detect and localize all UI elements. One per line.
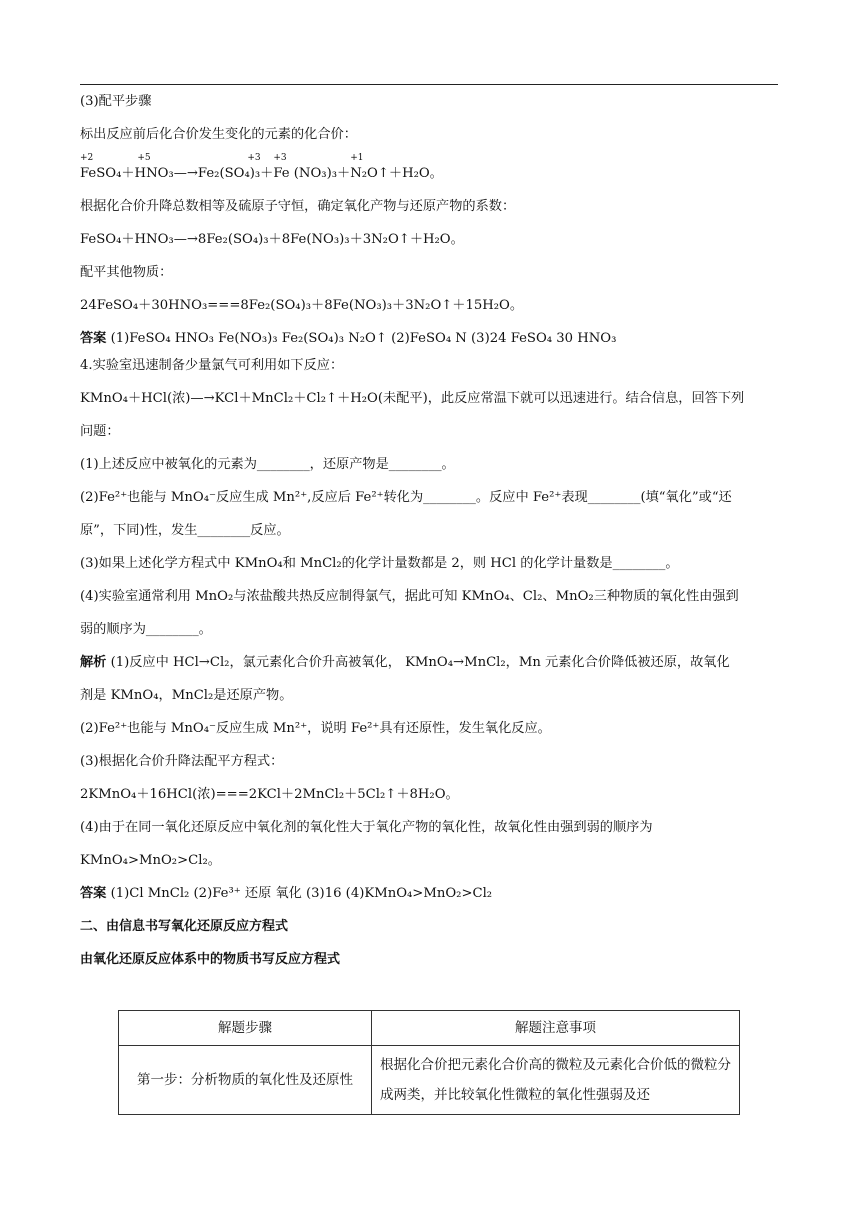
text-line: 原”，下同)性，发生________反应。 — [80, 523, 290, 538]
text-line: 配平其他物质： — [80, 265, 173, 280]
question-equation: KMnO₄＋HCl(浓)—→KCl＋MnCl₂＋Cl₂↑＋H₂O(未配平)，此反应常温下就可以迅速进行。结合信息，回答下列 — [80, 391, 745, 406]
analysis-label: 解析 — [80, 655, 107, 670]
analysis-line: 解析 (1)反应中 HCl→Cl₂，氯元素化合价升高被氧化， KMnO₄→MnCl₂，Mn 元素化合价降低被还原，故氧化 — [80, 655, 730, 670]
answer-label: 答案 — [80, 886, 107, 901]
ox-number: +1 — [350, 153, 364, 163]
text-line: (3)根据化合价升降法配平方程式： — [80, 754, 284, 769]
sub-question: (4)实验室通常利用 MnO₂与浓盐酸共热反应制得氯气，据此可知 KMnO₄、Cl₂、MnO₂三种物质的氧化性由强到 — [80, 589, 739, 604]
subsection-heading: 由氧化还原反应体系中的物质书写反应方程式 — [80, 952, 341, 967]
ox-n: +1 N — [350, 153, 364, 181]
answer-line: 答案 (1)FeSO₄ HNO₃ Fe(NO₃)₃ Fe₂(SO₄)₃ N₂O↑ (2)FeSO₄ N (3)24 FeSO₄ 30 HNO₃ — [80, 331, 617, 346]
text-line: (2)Fe²⁺也能与 MnO₄⁻反应生成 Mn²⁺，说明 Fe²⁺具有还原性，发生氧化反应。 — [80, 721, 551, 736]
sub-question: (1)上述反应中被氧化的元素为________，还原产物是________。 — [80, 457, 455, 472]
text-line: 问题： — [80, 424, 120, 439]
step-heading: (3)配平步骤 — [80, 94, 152, 109]
table-header-cell: 解题步骤 — [119, 1011, 372, 1046]
ox-fe-2: +3 Fe — [273, 153, 290, 181]
question-title: 4.实验室迅速制备少量氯气可利用如下反应： — [80, 358, 344, 373]
ox-number: +3 — [247, 153, 261, 163]
sub-question: (2)Fe²⁺也能与 MnO₄⁻反应生成 Mn²⁺,反应后 Fe²⁺转化为________。反应中 Fe²⁺表现________(填“氧化”或“还 — [80, 490, 732, 505]
equation-oxidation-states: +2 FeSO₄ +5 ＋HNO₃—→Fe₂(SO₄)₃＋ +3 +3 Fe (NO₃)₃＋ +1 N₂O↑＋H₂O。 — [80, 153, 443, 181]
answer-label: 答案 — [80, 331, 107, 346]
ox-number: +2 — [80, 153, 94, 163]
table-header-cell: 解题注意事项 — [372, 1011, 740, 1046]
header-rule — [80, 84, 778, 85]
table-cell: 第一步：分析物质的氧化性及还原性 — [119, 1046, 372, 1115]
ox-fe-1: +2 FeSO₄ — [80, 153, 122, 181]
equation-line: FeSO₄＋HNO₃—→8Fe₂(SO₄)₃＋8Fe(NO₃)₃＋3N₂O↑＋H₂O。 — [80, 232, 464, 247]
table-row — [119, 1046, 740, 1115]
ox-number: +3 — [273, 153, 287, 163]
ox-hno3: +5 ＋HNO₃—→Fe₂(SO₄)₃＋ +3 — [121, 153, 274, 181]
steps-table — [118, 1010, 740, 1115]
text-line: (4)由于在同一氧化还原反应中氧化剂的氧化性大于氧化产物的氧化性，故氧化性由强到弱的顺序为 — [80, 820, 653, 835]
table-cell: 根据化合价把元素化合价高的微粒及元素化合价低的微粒分成两类，并比较氧化性微粒的氧化性强弱及还 — [372, 1046, 740, 1115]
text-line: 标出反应前后化合价发生变化的元素的化合价： — [80, 127, 357, 142]
equation-line: 2KMnO₄＋16HCl(浓)===2KCl＋2MnCl₂＋5Cl₂↑＋8H₂O。 — [80, 787, 459, 802]
sub-question: (3)如果上述化学方程式中 KMnO₄和 MnCl₂的化学计量数都是 2，则 HCl 的化学计量数是________。 — [80, 556, 679, 571]
equation-line: 24FeSO₄＋30HNO₃===8Fe₂(SO₄)₃＋8Fe(NO₃)₃＋3N₂O↑＋15H₂O。 — [80, 298, 524, 313]
section-heading: 二、由信息书写氧化还原反应方程式 — [80, 919, 289, 934]
text-line: 剂是 KMnO₄，MnCl₂是还原产物。 — [80, 688, 293, 703]
text-line: KMnO₄>MnO₂>Cl₂。 — [80, 853, 221, 868]
answer-line: 答案 (1)Cl MnCl₂ (2)Fe³⁺ 还原 氧化 (3)16 (4)KMnO₄>MnO₂>Cl₂ — [80, 886, 493, 901]
ox-number: +5 — [137, 153, 151, 163]
document-body — [80, 92, 780, 969]
text-line: 弱的顺序为________。 — [80, 622, 212, 637]
text-line: 根据化合价升降总数相等及硫原子守恒，确定氧化产物与还原产物的系数： — [80, 199, 516, 214]
table-header-row — [119, 1011, 740, 1046]
